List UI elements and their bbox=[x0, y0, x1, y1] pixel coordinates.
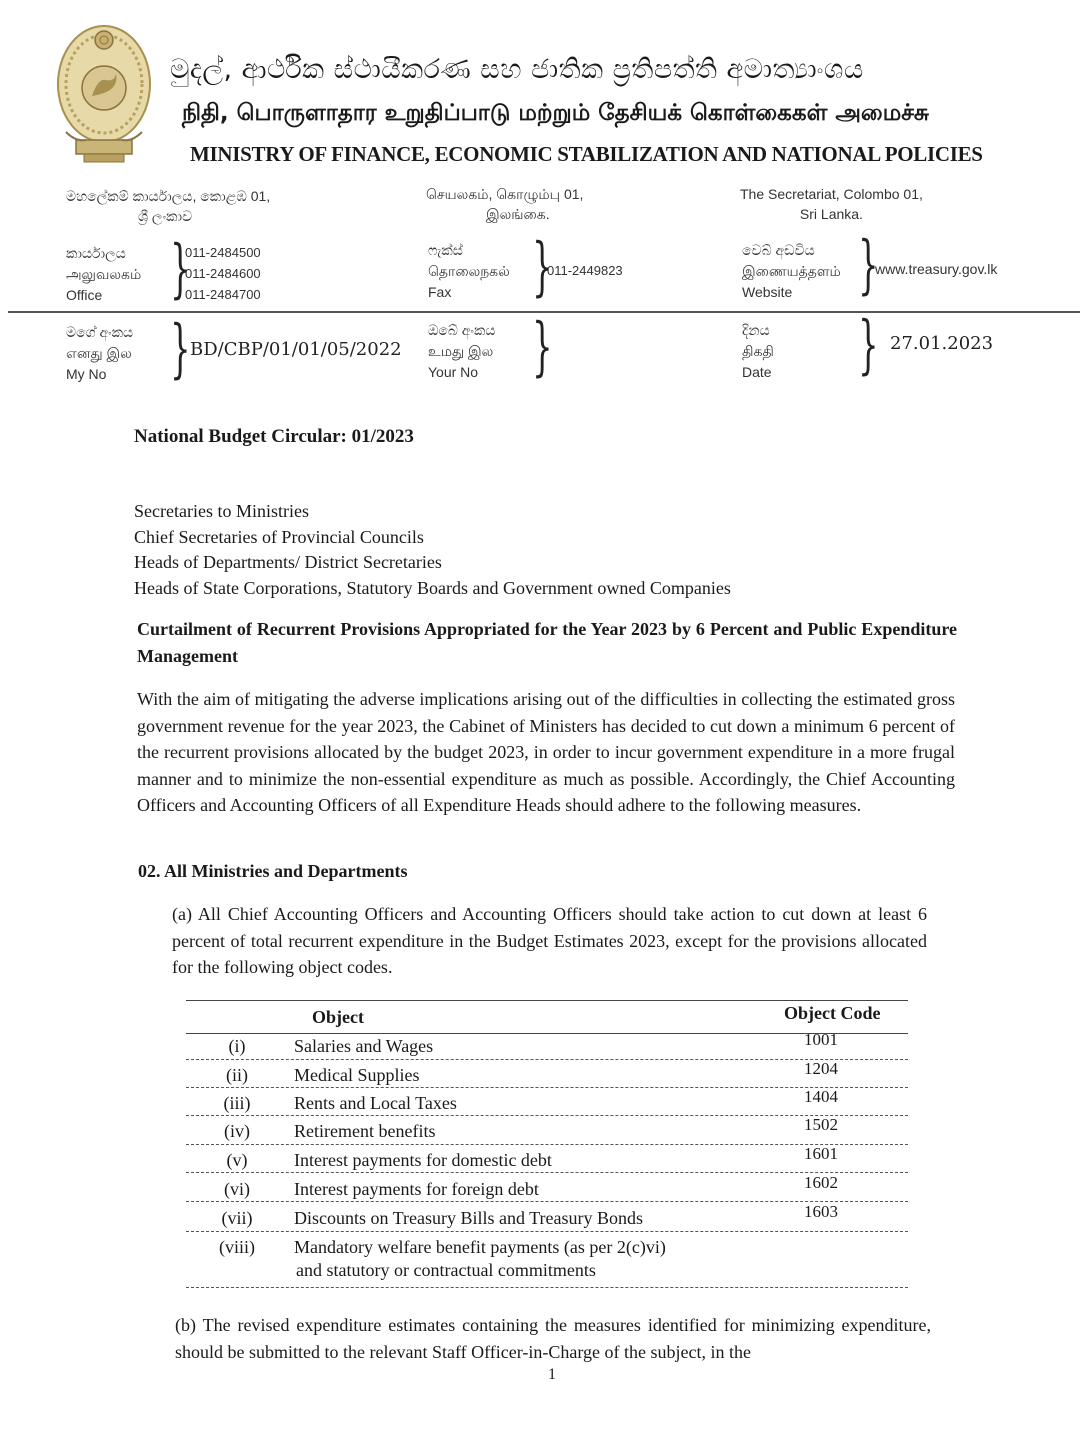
address-sinhala: මහලේකම් කාර්යාලය, කොළඹ 01, ශ්‍රී ලංකාව bbox=[66, 188, 271, 224]
website-labels: වෙබ් අඩවිය இணையத்தளம் Website bbox=[742, 242, 841, 300]
table-row: (vii) Discounts on Treasury Bills and Treasury Bonds 1603 bbox=[221, 1202, 838, 1228]
addressee: Heads of State Corporations, Statutory Boards and Government owned Companies bbox=[134, 577, 731, 598]
addressee: Secretaries to Ministries bbox=[134, 501, 309, 521]
table-row: (viii) Mandatory welfare benefit payments (as per 2(c)vi) and statutory or contractual commitments bbox=[219, 1237, 666, 1280]
row-divider bbox=[186, 1231, 908, 1232]
address-tamil: செயலகம், கொழும்பு 01, இலங்கை. bbox=[426, 186, 584, 222]
addressee-list bbox=[134, 499, 731, 601]
office-brace: } bbox=[170, 232, 191, 306]
sri-lanka-emblem-icon bbox=[54, 22, 154, 167]
address-english: The Secretariat, Colombo 01, Sri Lanka. bbox=[740, 186, 923, 222]
intro-paragraph: With the aim of mitigating the adverse implications arising out of the difficulties in collecting the estimated gross government revenue for the year 2023, the Cabinet of Ministers has decided to cut down a minimum 6 percent of the recurrent provisions allocated by the budget 2023, in order to incur government expenditure in a more frugal manner and to minimize the non-essential expenditure as much as possible. Accordingly, the Chief Accounting Officers and Accounting Officers of all Expenditure Heads should adhere to the following measures. bbox=[137, 689, 955, 815]
table-row: (vi) Interest payments for foreign debt 1602 bbox=[224, 1173, 838, 1199]
table-row: (iii) Rents and Local Taxes 1404 bbox=[223, 1087, 838, 1113]
your-no-brace: } bbox=[532, 310, 553, 384]
header-object-code: Object Code bbox=[784, 1003, 881, 1023]
paragraph-a: (a) All Chief Accounting Officers and Accounting Officers should take action to cut down at least 6 percent of total recurrent expenditure in the Budget Estimates 2023, except for the provisions allocated for the following object codes. bbox=[172, 904, 927, 977]
fax-labels: ෆැක්ස් தொலைநகல் Fax bbox=[428, 242, 510, 300]
table-bottom-rule bbox=[186, 1287, 908, 1288]
my-no-labels: මගේ අංකය எனது இல My No bbox=[66, 324, 134, 382]
section-heading: 02. All Ministries and Departments bbox=[138, 861, 408, 881]
date-value: 27.01.2023 bbox=[890, 333, 994, 354]
paragraph-b: (b) The revised expenditure estimates containing the measures identified for minimizing expenditure, should be submitted to the relevant Staff Officer-in-Charge of the subject, in the bbox=[175, 1315, 931, 1362]
my-no-value: BD/CBP/01/01/05/2022 bbox=[190, 339, 402, 360]
table-top-rule bbox=[186, 1000, 908, 1001]
website-brace: } bbox=[858, 228, 879, 302]
fax-brace: } bbox=[532, 230, 553, 304]
ministry-title-tamil: நிதி, பொருளாதார உறுதிப்பாடு மற்றும் தேசியக் கொள்கைகள் அமைச்சு bbox=[182, 100, 929, 126]
date-labels: දිනය திகதி Date bbox=[742, 322, 774, 380]
my-no-brace: } bbox=[170, 312, 191, 386]
circular-title: National Budget Circular: 01/2023 bbox=[134, 426, 414, 447]
fax-number: 011-2449823 bbox=[547, 263, 623, 278]
table-row: (i) Salaries and Wages 1001 bbox=[228, 1030, 838, 1056]
addressee: Chief Secretaries of Provincial Councils bbox=[134, 526, 424, 547]
office-labels: කාර්යාලය அலுவலகம் Office bbox=[66, 245, 142, 303]
ministry-title-sinhala: මුදල්, ආර්ථික ස්ථායීකරණ සහ ජාතික ප්‍රතිපත්ති අමාත්‍යාංශය bbox=[170, 54, 864, 85]
subject-heading: Curtailment of Recurrent Provisions Appropriated for the Year 2023 by 6 Percent and Public Expenditure Management bbox=[137, 619, 957, 666]
ministry-title-english: MINISTRY OF FINANCE, ECONOMIC STABILIZATION AND NATIONAL POLICIES bbox=[190, 142, 983, 166]
page-number: 1 bbox=[548, 1366, 556, 1383]
website-url[interactable]: www.treasury.gov.lk bbox=[875, 261, 998, 277]
table-row: (iv) Retirement benefits 1502 bbox=[224, 1115, 838, 1141]
your-no-labels: ඔබේ අංකය உமது இல Your No bbox=[428, 322, 496, 380]
table-row: (v) Interest payments for domestic debt 1601 bbox=[226, 1144, 838, 1170]
addressee: Heads of Departments/ District Secretaries bbox=[134, 552, 442, 572]
office-numbers: 011-2484500 011-2484600 011-2484700 bbox=[185, 245, 261, 302]
table-row: (ii) Medical Supplies 1204 bbox=[226, 1059, 838, 1085]
date-brace: } bbox=[858, 308, 879, 382]
header-object: Object bbox=[312, 1007, 364, 1027]
